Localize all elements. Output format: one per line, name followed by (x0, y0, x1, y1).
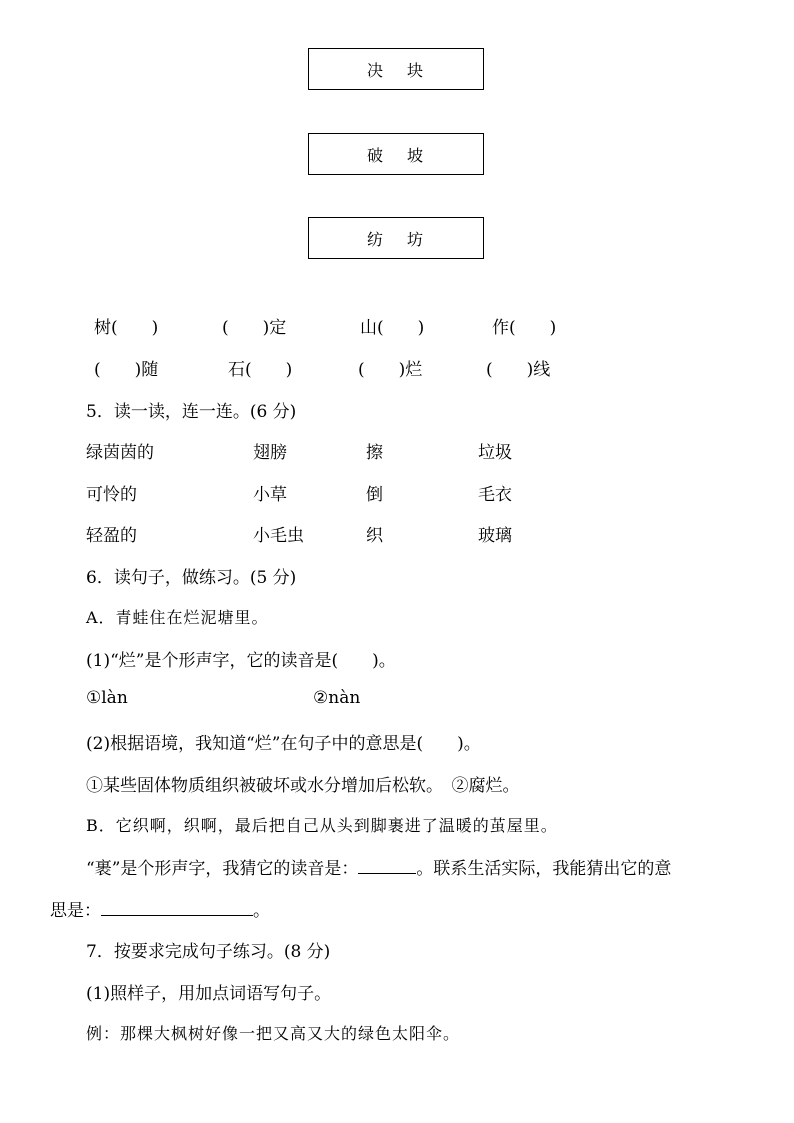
q5-title: 5．读一读，连一连。(6 分) (86, 402, 297, 422)
char-box-2 (308, 133, 484, 175)
fill-item-8: ( )线 (486, 360, 551, 380)
q6-p1-option-1: ①làn (86, 688, 128, 708)
q6-b-question (86, 854, 671, 879)
char-box-1 (308, 48, 484, 90)
q7-example: 例：那棵大枫树好像一把又高又大的绿色太阳伞。 (86, 1024, 461, 1043)
q6-p2-options: ①某些固体物质组织被破坏或水分增加后松软。 ②腐烂。 (86, 776, 520, 796)
q6-p2: (2)根据语境，我知道“烂”在句子中的意思是( )。 (86, 734, 481, 754)
char-box-2-b: 坡 (407, 145, 426, 165)
q5-r1-c3: 擦 (366, 443, 383, 463)
q5-r3-c4: 玻璃 (478, 526, 512, 546)
q6-a-sentence: A．青蛙住在烂泥塘里。 (86, 608, 269, 627)
fill-item-5: ( )随 (94, 360, 159, 380)
fill-item-2: ( )定 (222, 318, 287, 338)
q5-r1-c1: 绿茵茵的 (86, 443, 154, 463)
fill-item-1: 树( ) (94, 318, 159, 338)
q5-r3-c2: 小毛虫 (253, 526, 304, 546)
char-box-1-a: 决 (366, 60, 385, 80)
q5-r1-c4: 垃圾 (478, 443, 512, 463)
char-box-2-a: 破 (366, 145, 385, 165)
char-box-1-b: 块 (407, 60, 426, 80)
q5-r2-c4: 毛衣 (478, 485, 512, 505)
q5-r3-c1: 轻盈的 (86, 526, 137, 546)
q5-r3-c3: 织 (366, 526, 383, 546)
q6-b-question-part2: 。联系生活实际，我能猜出它的意 (416, 859, 672, 879)
char-box-3 (308, 217, 484, 259)
fill-item-7: ( )烂 (358, 360, 423, 380)
fill-item-6: 石( ) (228, 360, 293, 380)
answer-blank-meaning[interactable] (101, 899, 253, 916)
q5-r2-c3: 倒 (366, 485, 383, 505)
q6-b-question-part1: “裹”是个形声字，我猜它的读音是： (86, 859, 359, 879)
answer-blank-reading[interactable] (358, 857, 416, 874)
fill-item-4: 作( ) (492, 318, 557, 338)
q6-b-question-line2-prefix: 思是： (50, 901, 101, 921)
char-box-3-b: 坊 (407, 229, 426, 249)
q6-b-question-line2 (50, 896, 270, 921)
q7-p1: (1)照样子，用加点词语写句子。 (86, 984, 332, 1004)
fill-item-3: 山( ) (360, 318, 425, 338)
q6-b-question-line2-suffix: 。 (253, 901, 270, 921)
char-box-3-a: 纺 (366, 229, 385, 249)
q7-title: 7．按要求完成句子练习。(8 分) (86, 942, 331, 962)
q6-p1: (1)“烂”是个形声字，它的读音是( )。 (86, 651, 396, 671)
q5-r2-c2: 小草 (253, 485, 287, 505)
q6-title: 6．读句子，做练习。(5 分) (86, 568, 297, 588)
q6-b-sentence: B．它织啊，织啊，最后把自己从头到脚裹进了温暖的茧屋里。 (86, 816, 558, 835)
q5-r2-c1: 可怜的 (86, 485, 137, 505)
q5-r1-c2: 翅膀 (253, 443, 287, 463)
q6-p1-option-2: ②nàn (313, 688, 361, 708)
